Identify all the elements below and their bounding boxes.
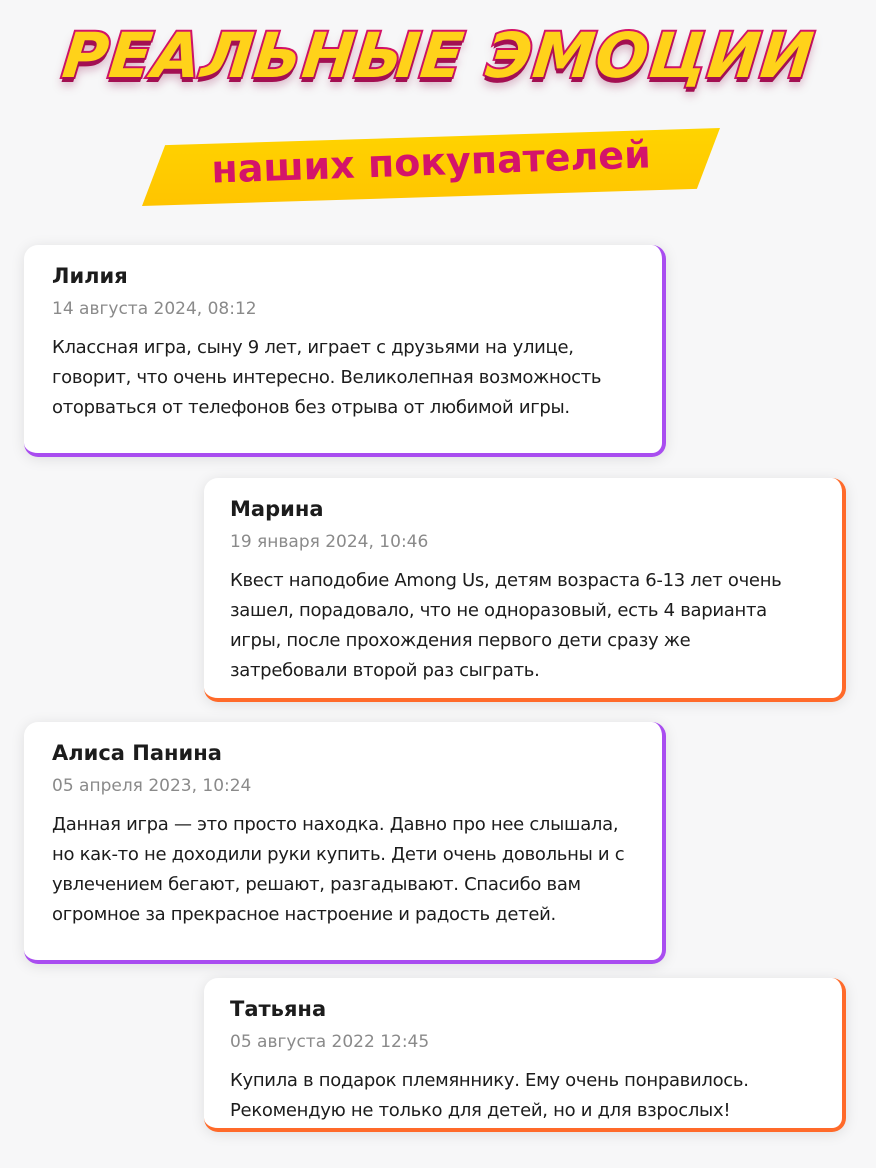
review-date: 05 августа 2022 12:45 (230, 1032, 430, 1052)
page-title: РЕАЛЬНЫЕ ЭМОЦИИ (58, 19, 818, 92)
review-text: Квест наподобие Among Us, детям возраста 6-13 лет очень зашел, порадовало, что не одноразовый, есть 4 варианта игры, после прохождения первого дети сразу же затребовали второй раз сыграть. (230, 570, 782, 681)
page-subtitle: наших покупателей (210, 132, 652, 192)
reviewer-name: Марина (230, 497, 324, 521)
review-card (204, 478, 846, 702)
review-card (24, 722, 666, 964)
review-date: 14 августа 2024, 08:12 (52, 299, 257, 319)
review-text: Купила в подарок племяннику. Ему очень понравилось. Рекомендую не только для детей, но и для взрослых! (230, 1070, 749, 1121)
review-text: Классная игра, сыну 9 лет, играет с друзьями на улице, говорит, что очень интересно. Великолепная возможность оторваться от телефонов без отрыва от любимой игры. (52, 337, 602, 418)
review-card (24, 245, 666, 457)
review-date: 05 апреля 2023, 10:24 (52, 776, 252, 796)
review-text: Данная игра — это просто находка. Давно про нее слышала, но как-то не доходили руки купить. Дети очень довольны и с увлечением бегают, решают, разгадывают. Спасибо вам огромное за прекрасное настроение и радость детей. (52, 814, 625, 925)
review-card (204, 978, 846, 1132)
review-date: 19 января 2024, 10:46 (230, 532, 429, 552)
headline (0, 19, 876, 92)
reviewer-name: Алиса Панина (52, 741, 222, 765)
reviewer-name: Лилия (52, 264, 128, 288)
reviewer-name: Татьяна (230, 997, 327, 1021)
